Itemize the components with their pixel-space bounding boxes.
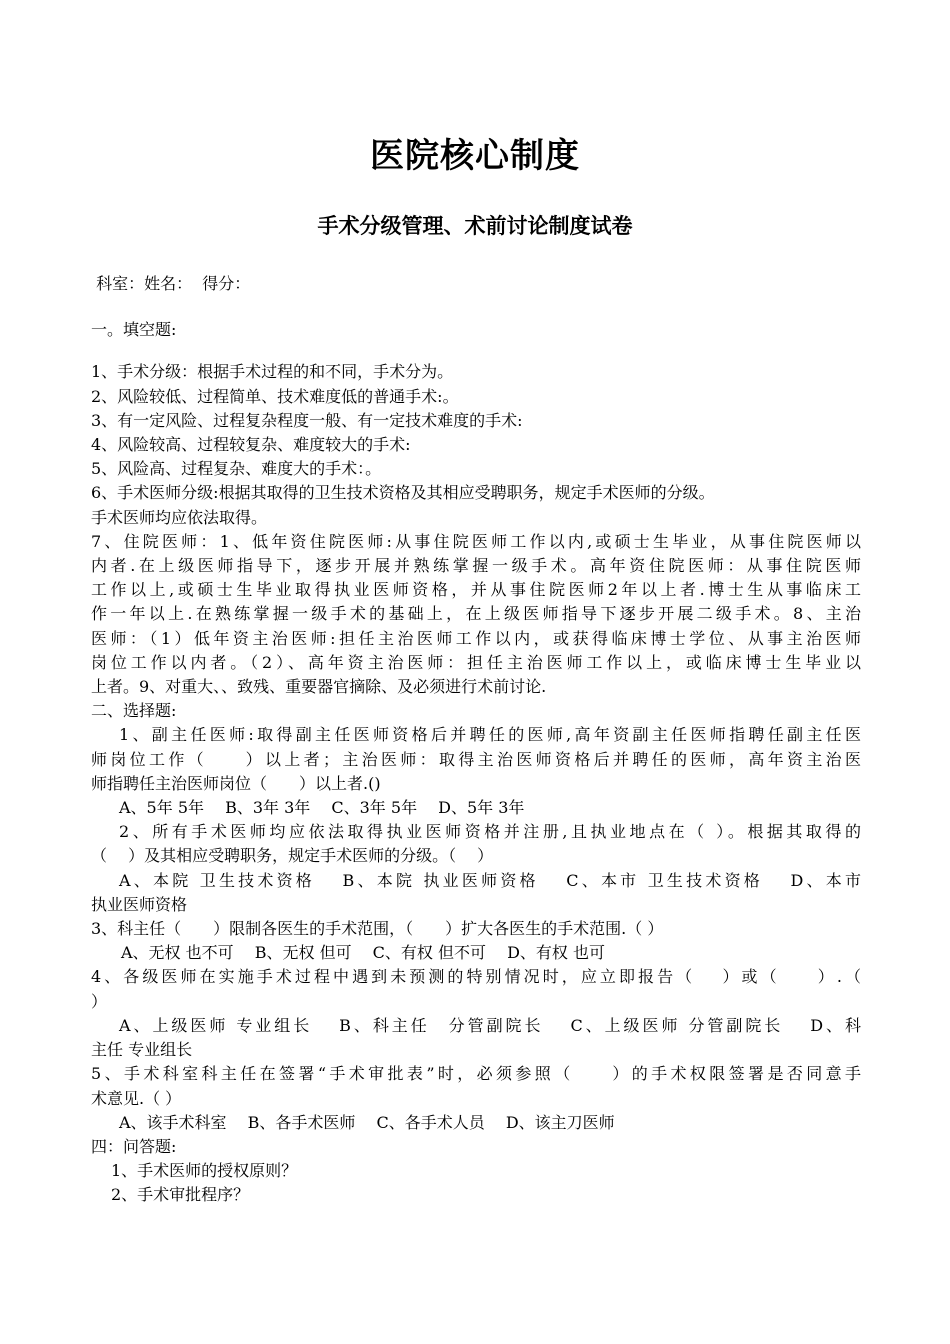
fill-item-6-cont: 手术医师均应依法取得。 [91, 507, 268, 527]
choice-q5-options: A、该手术科室 B、各手术医师 C、各手术人员 D、该主刀医师 [119, 1112, 615, 1132]
document-title: 医院核心制度 [370, 136, 580, 176]
fill-item-4: 4、风险较高、过程较复杂、难度较大的手术: [91, 435, 411, 455]
choice-q4-line: 4、各级医师在实施手术过程中遇到未预测的特别情况时，应立即报告（ ）或（ ）.（ [91, 967, 861, 987]
fill-item-7-line: 7、住院医师：1、低年资住院医师:从事住院医师工作以内,或硕士生毕业，从事住院医师以 [91, 531, 861, 551]
choice-q1-line: 师指聘任主治医师岗位（ ）以上者.() [91, 773, 381, 793]
fill-item-7-line: 上者。9、对重大、、致残、重要器官摘除、及必须进行术前讨论. [91, 677, 547, 697]
choice-q1-options: A、5年 5年 B、3年 3年 C、3年 5年 D、5年 3年 [119, 798, 525, 818]
choice-q2-line: 2、所有手术医师均应依法取得执业医师资格并注册,且执业地点在（ ）。根据其取得的 [119, 822, 861, 842]
choice-q4-options: A、上级医师 专业组长 B、科主任 分管副院长 C、上级医师 分管副院长 D、科 [119, 1015, 861, 1035]
choice-q4-options-cont: 主任 专业组长 [91, 1040, 193, 1060]
fill-item-7-line: 工作以上,或硕士生毕业取得执业医师资格，并从事住院医师2年以上者.博士生从事临床工 [91, 580, 861, 600]
choice-q3-line: 3、科主任（ ）限制各医生的手术范围，（ ）扩大各医生的手术范围.（ ） [91, 919, 664, 939]
choice-q1-line: 师岗位工作（ ）以上者；主治医师：取得主治医师资格后并聘任的医师，高年资主治医 [91, 749, 861, 769]
section1-heading: 一。填空题: [91, 320, 177, 340]
choice-q2-line: （ ）及其相应受聘职务，规定手术医师的分级。（ ） [91, 846, 494, 866]
section2-heading: 二、选择题: [91, 701, 177, 721]
fill-item-6: 6、手术医师分级:根据其取得的卫生技术资格及其相应受聘职务，规定手术医师的分级。 [91, 483, 715, 503]
section4-heading: 四：问答题: [91, 1136, 177, 1156]
fill-item-2: 2、风险较低、过程简单、技术难度低的普通手术:。 [91, 386, 459, 406]
choice-q5-line: 5、手术科室科主任在签署“手术审批表”时，必须参照（ ）的手术权限签署是否同意手 [91, 1064, 861, 1084]
essay-item-1: 1、手术医师的授权原则？ [111, 1161, 298, 1181]
fill-item-7-line: 医师：（1）低年资主治医师:担任主治医师工作以内，或获得临床博士学位、从事主治医师 [91, 628, 861, 648]
header-line: 科室：姓名： 得分： [91, 274, 251, 293]
fill-item-5: 5、风险高、过程复杂、难度大的手术：。 [91, 459, 382, 479]
choice-q1-line: 1、副主任医师:取得副主任医师资格后并聘任的医师,高年资副主任医师指聘任副主任医 [119, 725, 861, 745]
fill-item-7-line: 作一年以上.在熟练掌握一级手术的基础上，在上级医师指导下逐步开展二级手术。8、主治 [91, 604, 861, 624]
fill-item-7-line: 内者.在上级医师指导下，逐步开展并熟练掌握一级手术。高年资住院医师：从事住院医师 [91, 556, 861, 576]
fill-item-7-line: 岗位工作以内者。（2）、高年资主治医师：担任主治医师工作以上，或临床博士生毕业以 [91, 652, 861, 672]
fill-item-1: 1、手术分级：根据手术过程的和不同，手术分为。 [91, 362, 454, 382]
choice-q4-line: ） [91, 991, 108, 1011]
fill-item-3: 3、有一定风险、过程复杂程度一般、有一定技术难度的手术: [91, 410, 523, 430]
choice-q3-options: A、无权 也不可 B、无权 但可 C、有权 但不可 D、有权 也可 [121, 943, 605, 963]
choice-q2-options: A、本院 卫生技术资格 B、本院 执业医师资格 C、本市 卫生技术资格 D、本市 [119, 870, 861, 890]
document-subtitle: 手术分级管理、术前讨论制度试卷 [317, 213, 633, 238]
essay-item-2: 2、手术审批程序？ [111, 1185, 250, 1205]
document-body [91, 272, 861, 1208]
choice-q5-line: 术意见.（ ） [91, 1088, 182, 1108]
choice-q2-options-cont: 执业医师资格 [91, 894, 188, 914]
